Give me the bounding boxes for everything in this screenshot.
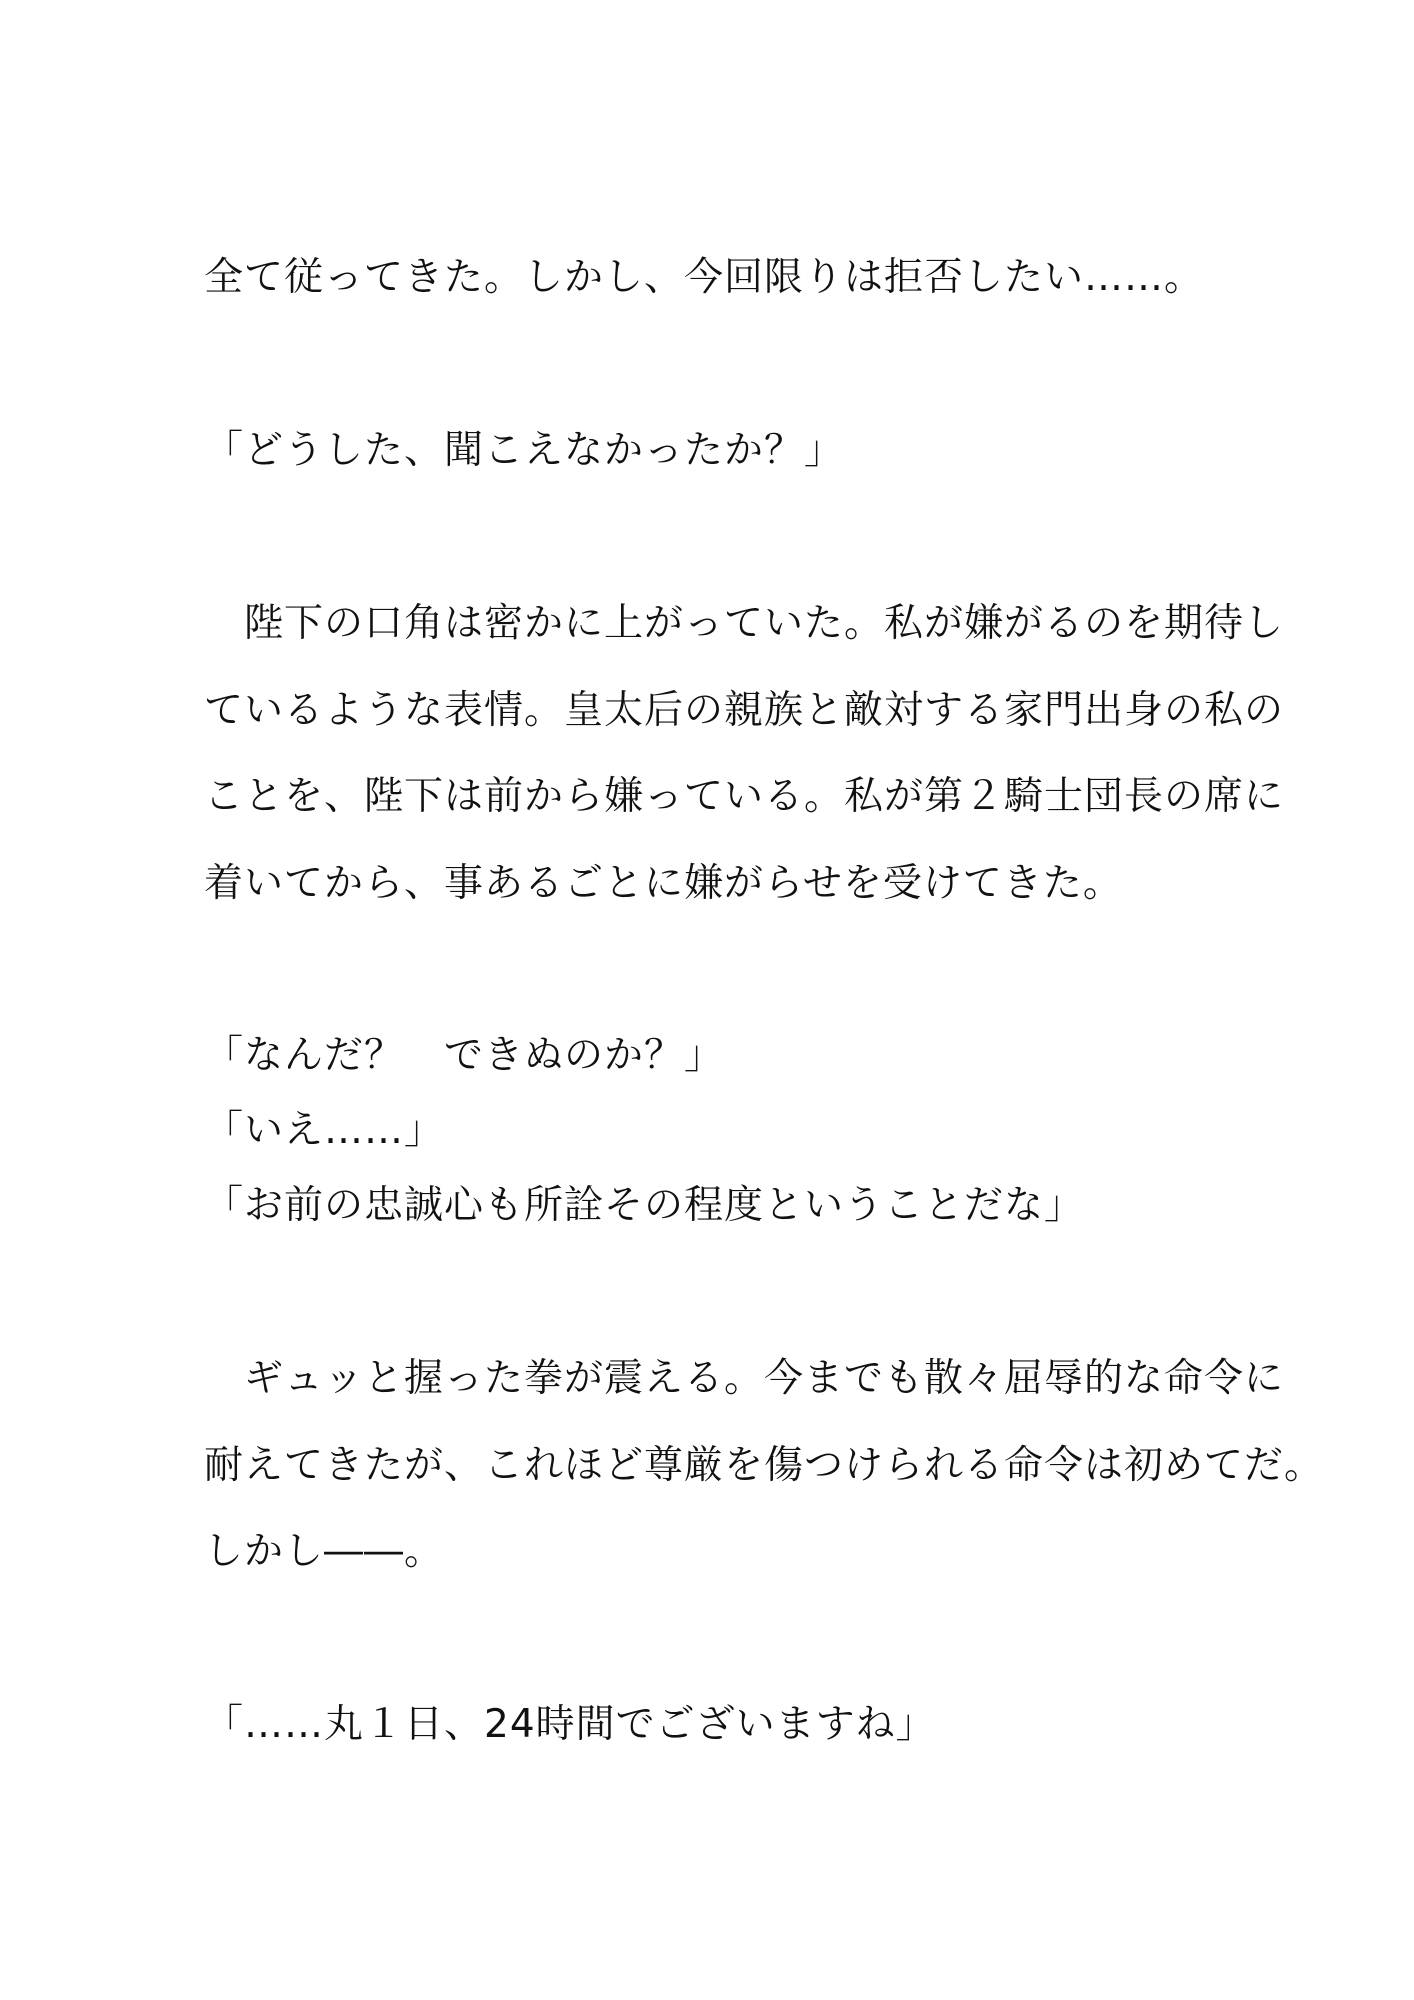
text-line: ているような表情。皇太后の親族と敵対する家門出身の私の <box>204 688 1285 733</box>
dialogue-line: 「……丸１日、24時間でございますね」 <box>204 1702 936 1747</box>
text-line: 陛下の口角は密かに上がっていた。私が嫌がるのを期待し <box>204 601 1285 646</box>
text-line: しかし――。 <box>204 1529 445 1574</box>
text-line: ことを、陛下は前から嫌っている。私が第２騎士団長の席に <box>204 774 1285 819</box>
dialogue-line: 「どうした、聞こえなかったか？」 <box>204 428 845 473</box>
dialogue-line: 「なんだ？ できぬのか？」 <box>204 1033 725 1078</box>
text-line: 全て従ってきた。しかし、今回限りは拒否したい……。 <box>204 255 1205 300</box>
dialogue-line: 「お前の忠誠心も所詮その程度ということだな」 <box>204 1183 1085 1228</box>
text-line: ギュッと握った拳が震える。今までも散々屈辱的な命令に <box>204 1356 1285 1401</box>
text-line: 着いてから、事あるごとに嫌がらせを受けてきた。 <box>204 861 1123 906</box>
text-line: 耐えてきたが、これほど尊厳を傷つけられる命令は初めてだ。 <box>204 1443 1325 1488</box>
dialogue-line: 「いえ……」 <box>204 1108 445 1153</box>
